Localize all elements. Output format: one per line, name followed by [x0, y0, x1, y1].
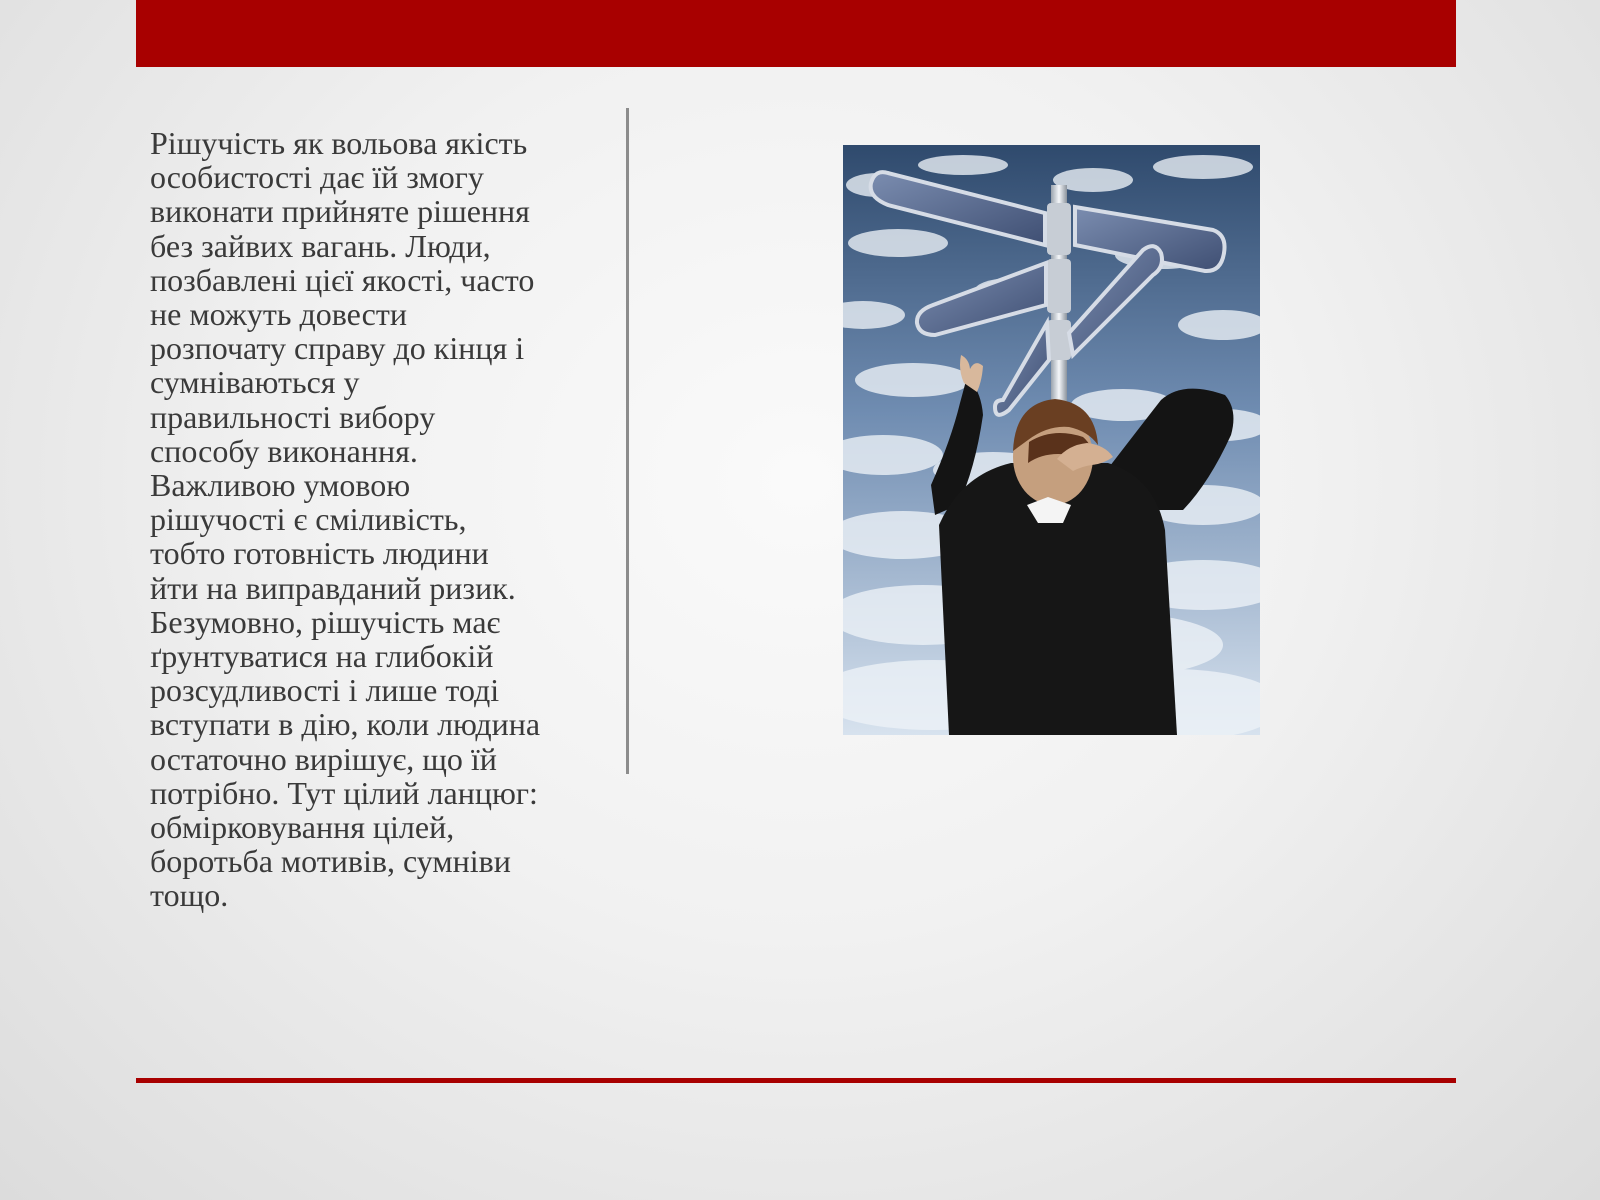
title-bar	[136, 0, 1456, 67]
vertical-divider	[626, 108, 629, 774]
signpost-illustration	[843, 145, 1260, 735]
signpost-photo	[843, 145, 1260, 735]
footer-rule	[136, 1078, 1456, 1083]
pole-bracket	[1047, 259, 1071, 313]
body-text: Рішучість як вольова якість особистості дає їй змогу виконати прийняте рішення без зайвих вагань. Люди, позбавлені цієї якості, часто не можуть довести розпочату справу до кінця і сумніваються у правильності вибору способу виконання. Важливою умовою рішучості є сміливість, тобто готовність людини йти на виправданий ризик. Безумовно, рішучість має ґрунтуватися на глибокій розсудливості і лише тоді вступати в дію, коли людина остаточно вирішує, що їй потрібно. Тут цілий ланцюг: обмірковування цілей, боротьба мотивів, сумніви тощо.	[150, 125, 541, 914]
pole-bracket	[1047, 203, 1071, 255]
